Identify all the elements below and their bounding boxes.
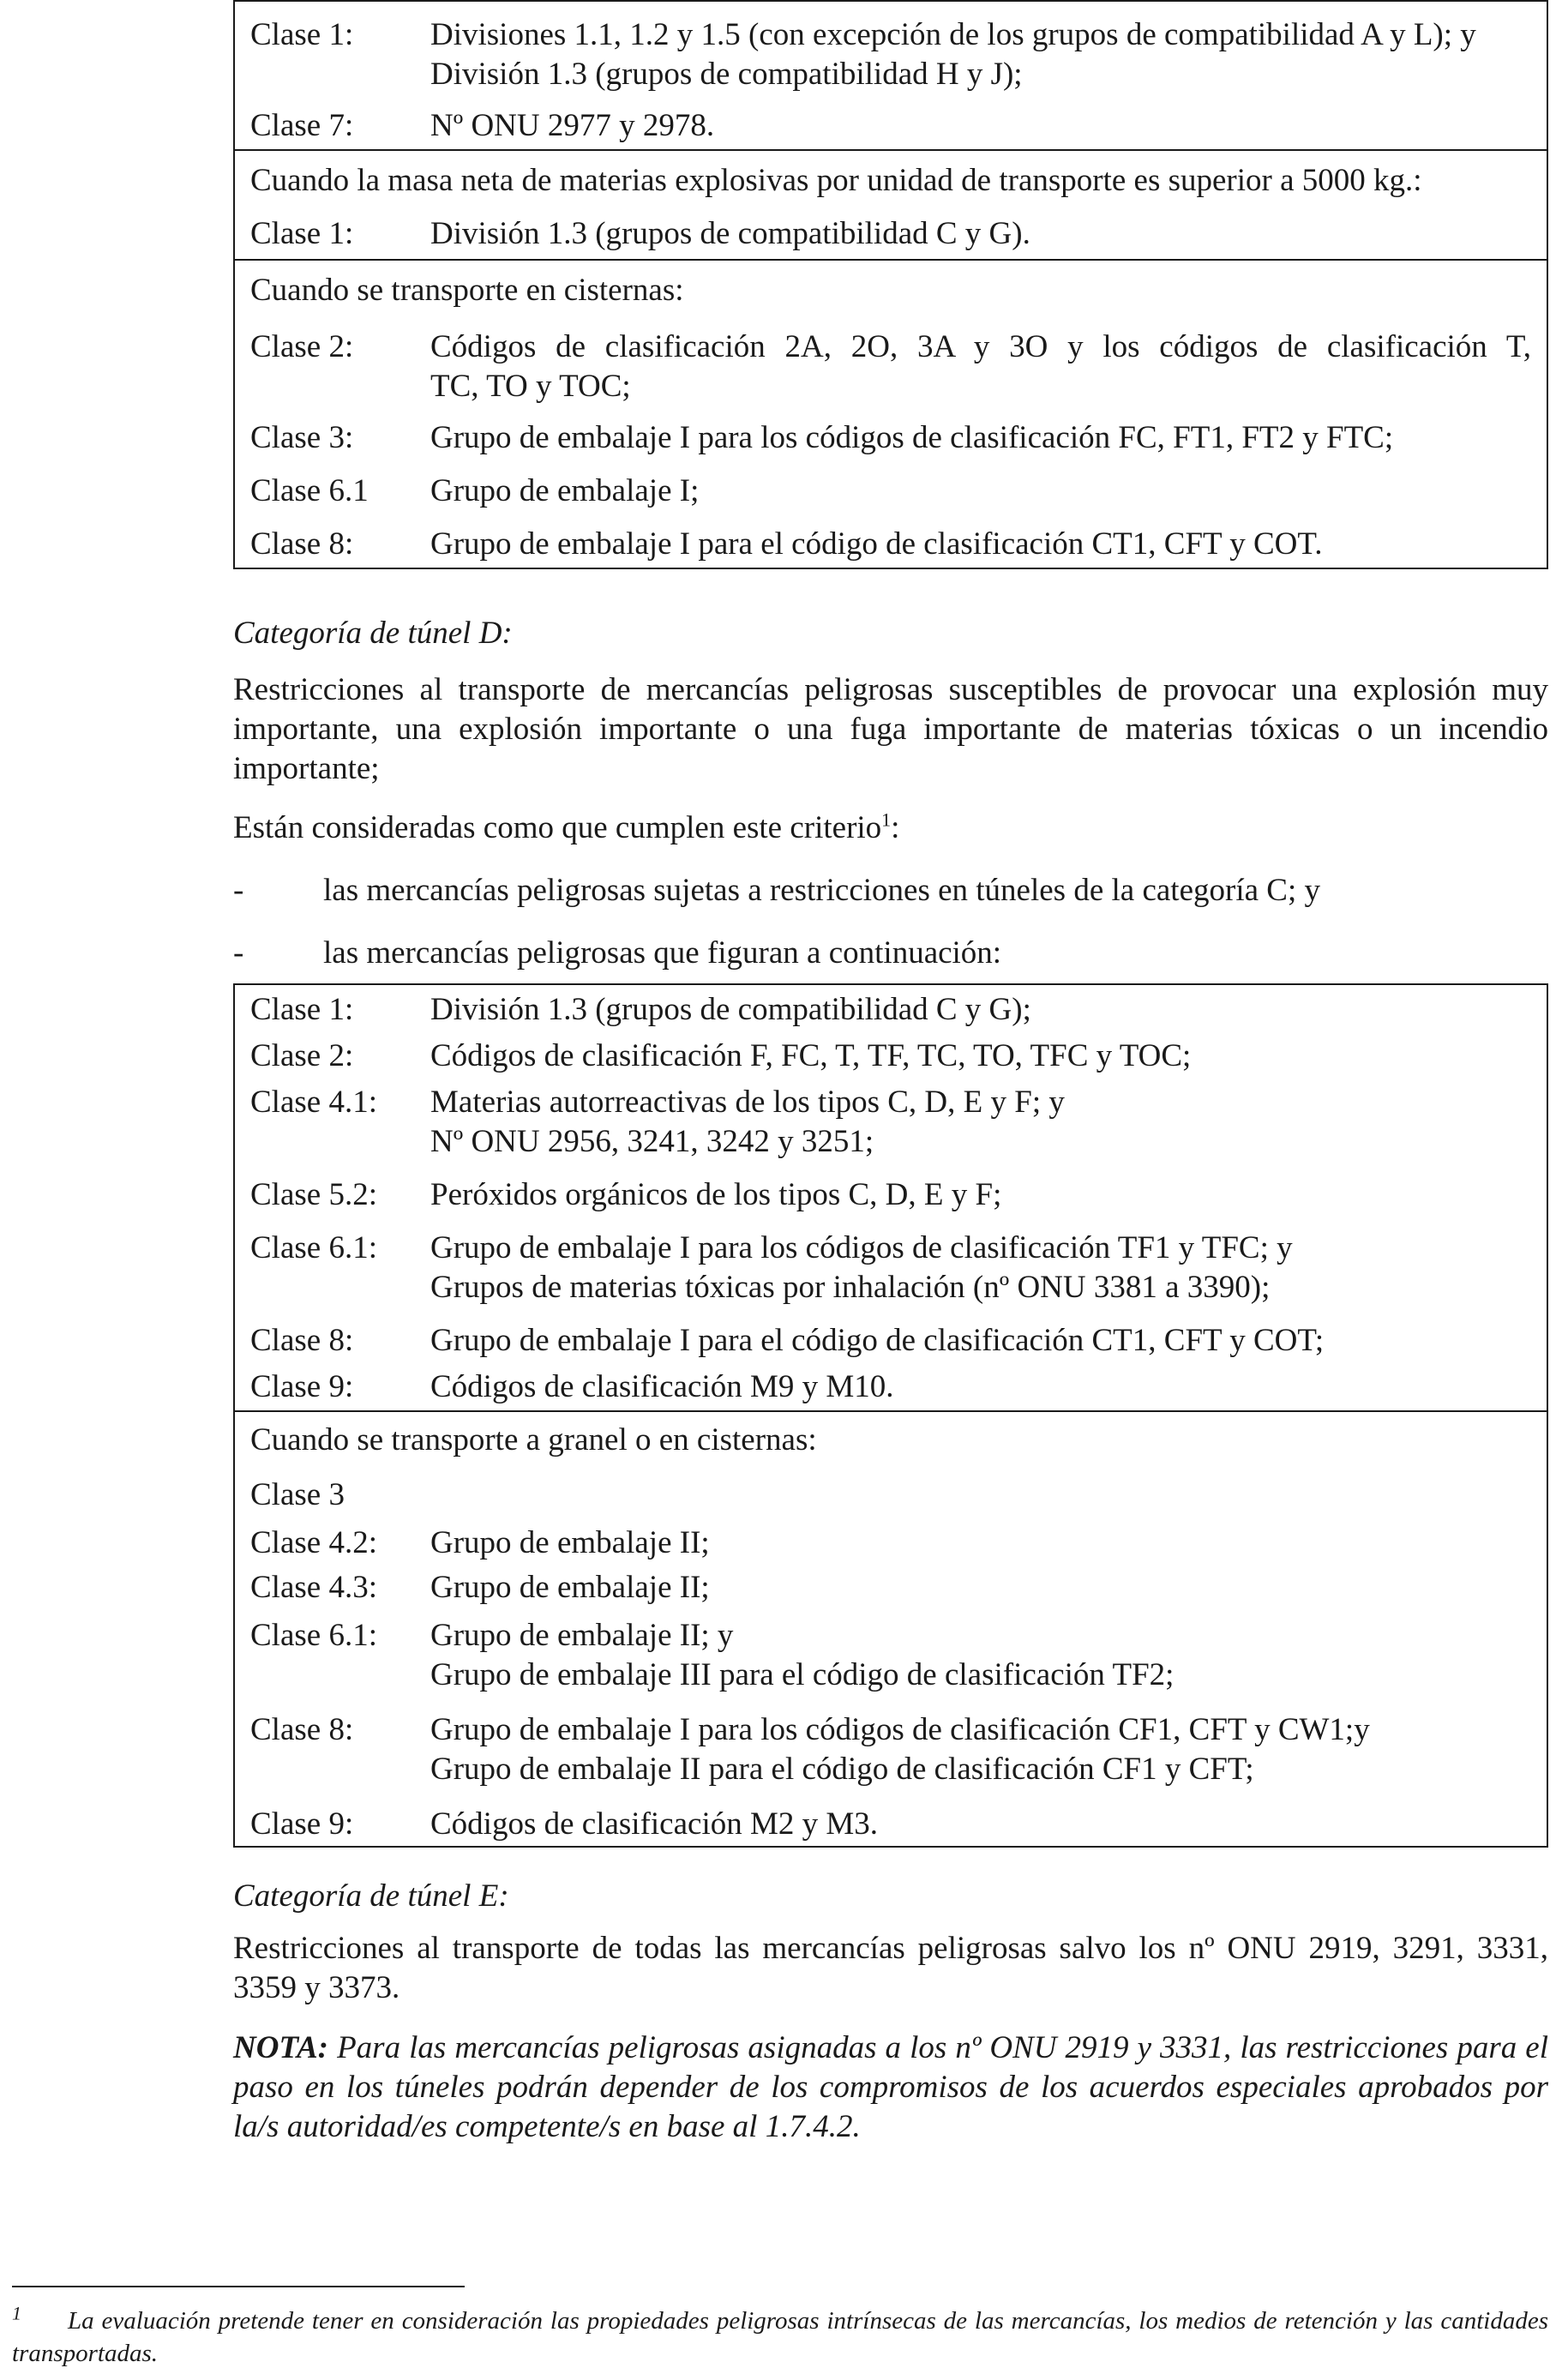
table-row xyxy=(250,1367,1531,1407)
table-row xyxy=(250,15,1531,94)
class-description: Grupo de embalaje II; xyxy=(430,1525,710,1560)
restrictions-table-c xyxy=(233,0,1548,569)
class-label: Clase 6.1 xyxy=(250,473,369,508)
table-row xyxy=(250,525,1531,564)
table-row xyxy=(250,1175,1531,1215)
table-section-general xyxy=(235,2,1547,149)
category-e-description: Restricciones al transporte de todas las mercancías peligrosas salvo los nº ONU 2919, 3291, 3331, 3359 y 3373. xyxy=(233,1931,1548,2005)
class-description: Grupo de embalaje I para los códigos de clasificación FC, FT1, FT2 y FTC; xyxy=(430,420,1394,455)
table-row xyxy=(250,472,1531,511)
section-heading: Cuando la masa neta de materias explosivas por unidad de transporte es superior a 5000 kg.: xyxy=(250,163,1422,198)
class-label: Clase 4.1: xyxy=(250,1085,377,1120)
class-description: División 1.3 (grupos de compatibilidad C y G); xyxy=(430,992,1031,1027)
table-row xyxy=(250,1524,1531,1563)
class-label: Clase 9: xyxy=(250,1369,354,1404)
class-label: Clase 3 xyxy=(250,1477,345,1512)
restrictions-table-d xyxy=(233,983,1548,1848)
table-row xyxy=(250,328,1531,406)
class-label: Clase 6.1: xyxy=(250,1230,377,1265)
class-description xyxy=(430,1475,1531,1515)
class-description: Códigos de clasificación M2 y M3. xyxy=(430,1806,879,1842)
table-row xyxy=(250,1083,1531,1162)
table-row xyxy=(250,1321,1531,1361)
class-label: Clase 1: xyxy=(250,17,354,52)
class-label: Clase 7: xyxy=(250,108,354,143)
class-description: Grupo de embalaje I para los códigos de clasificación CF1, CFT y CW1;y Grupo de embalaje II para el código de clasificación CF1 y CFT; xyxy=(430,1712,1370,1787)
table-section-tanks xyxy=(235,259,1547,568)
footnote-ref: 1 xyxy=(881,808,892,831)
table-row xyxy=(250,106,1531,146)
bullet-item: - las mercancías peligrosas sujetas a restricciones en túneles de la categoría C; y xyxy=(233,873,1320,908)
class-description: Nº ONU 2977 y 2978. xyxy=(430,108,715,143)
note-paragraph: NOTA: Para las mercancías peligrosas asignadas a los nº ONU 2919 y 3331, las restricciones para el paso en los túneles podrán depender de los compromisos de los acuerdos especiales aprobados por la/s autoridad/es competente/s en base al 1.7.4.2. xyxy=(233,2030,1549,2144)
class-description: Grupo de embalaje I para los códigos de clasificación TF1 y TFC; y Grupos de materias tóxicas por inhalación (nº ONU 3381 a 3390); xyxy=(430,1230,1293,1305)
class-description: Grupo de embalaje II; y Grupo de embalaje III para el código de clasificación TF2; xyxy=(430,1618,1175,1692)
category-d-description: Restricciones al transporte de mercancías peligrosas susceptibles de provocar una explosión muy importante, una explosión importante o una fuga importante de materias tóxicas o un incendio importante; xyxy=(233,672,1548,786)
table-row xyxy=(250,1568,1531,1608)
class-label: Clase 8: xyxy=(250,526,354,562)
table-section-bulk-tanks xyxy=(235,1410,1547,1846)
category-d-heading: Categoría de túnel D: xyxy=(233,616,513,651)
class-description: Grupo de embalaje I para el código de clasificación CT1, CFT y COT; xyxy=(430,1323,1325,1358)
class-description: Códigos de clasificación M9 y M10. xyxy=(430,1369,894,1404)
section-heading: Cuando se transporte a granel o en cisternas: xyxy=(250,1422,817,1457)
note-label: NOTA: xyxy=(233,2030,328,2065)
class-label: Clase 8: xyxy=(250,1323,354,1358)
table-row xyxy=(250,1037,1531,1076)
class-description: Materias autorreactivas de los tipos C, D, E y F; y Nº ONU 2956, 3241, 3242 y 3251; xyxy=(430,1085,1065,1159)
table-row xyxy=(250,1710,1531,1789)
class-description: Códigos de clasificación F, FC, T, TF, TC, TO, TFC y TOC; xyxy=(430,1038,1192,1073)
footnote: $^1$ La evaluación pretende tener en consideración las propiedades peligrosas intrínsecas de las mercancías, los medios de retención y las cantidades transportadas. xyxy=(12,2302,1548,2367)
table-row xyxy=(250,990,1531,1030)
class-label: Clase 1: xyxy=(250,216,354,251)
criterion-text: Están consideradas como que cumplen este criterio$^1$: xyxy=(233,808,900,845)
footnote-separator xyxy=(12,2286,465,2287)
class-description: Grupo de embalaje II; xyxy=(430,1570,710,1605)
table-section-explosive-mass xyxy=(235,149,1547,259)
class-label: Clase 4.2: xyxy=(250,1525,377,1560)
class-label: Clase 1: xyxy=(250,992,354,1027)
class-description: División 1.3 (grupos de compatibilidad C y G). xyxy=(430,216,1030,251)
table-row xyxy=(250,1805,1531,1844)
class-label: Clase 2: xyxy=(250,1038,354,1073)
table-row xyxy=(250,1229,1531,1307)
class-description: Códigos de clasificación 2A, 2O, 3A y 3O y los códigos de clasificación T, TC, TO y TOC; xyxy=(430,329,1531,404)
class-label: Clase 4.3: xyxy=(250,1570,377,1605)
footnote-number: 1 xyxy=(12,2302,21,2324)
class-label: Clase 8: xyxy=(250,1712,354,1747)
class-label: Clase 5.2: xyxy=(250,1177,377,1212)
class-label: Clase 9: xyxy=(250,1806,354,1842)
class-label: Clase 6.1: xyxy=(250,1618,377,1653)
table-row xyxy=(250,1616,1531,1695)
table-row xyxy=(250,418,1531,458)
table-row xyxy=(250,1475,1531,1515)
category-e-heading: Categoría de túnel E: xyxy=(233,1878,509,1914)
class-description: Peróxidos orgánicos de los tipos C, D, E y F; xyxy=(430,1177,1002,1212)
class-label: Clase 2: xyxy=(250,329,354,364)
class-description: Divisiones 1.1, 1.2 y 1.5 (con excepción de los grupos de compatibilidad A y L); y División 1.3 (grupos de compatibilidad H y J); xyxy=(430,17,1476,92)
table-row xyxy=(250,214,1531,254)
section-heading: Cuando se transporte en cisternas: xyxy=(250,273,684,308)
bullet-item: - las mercancías peligrosas que figuran a continuación: xyxy=(233,935,1002,971)
class-label: Clase 3: xyxy=(250,420,354,455)
class-description: Grupo de embalaje I; xyxy=(430,473,700,508)
class-description: Grupo de embalaje I para el código de clasificación CT1, CFT y COT. xyxy=(430,526,1323,562)
table-section-general xyxy=(235,985,1547,1410)
